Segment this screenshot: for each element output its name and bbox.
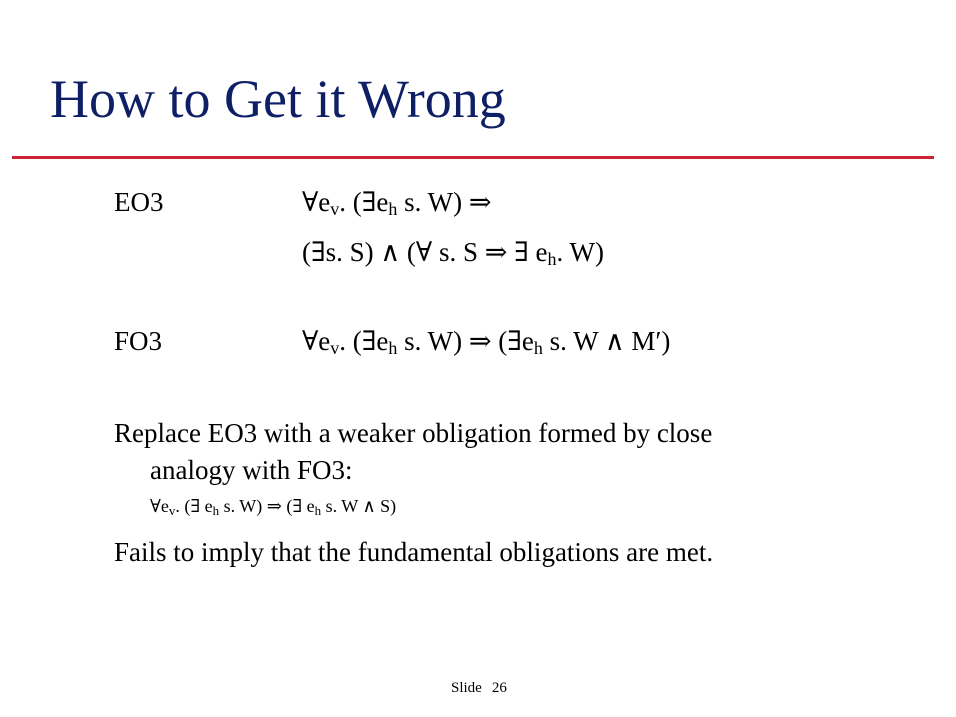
eo3-l1-p2: . (∃e [339,187,389,217]
eo3-l1-s1: v [330,198,340,219]
fo3-p2: . (∃e [339,326,389,356]
small-s2: h [212,502,220,518]
slide-title: How to Get it Wrong [50,69,506,129]
eo3-label: EO3 [114,187,164,217]
fo3-s2: h [388,337,398,358]
fo3-s1: v [330,337,340,358]
fo3-p1: ∀e [302,326,331,356]
small-s3: h [314,502,322,518]
weaker-obligation-formula [150,496,397,518]
eo3-formula-line1 [302,187,492,219]
eo3-l2-p2: . W) [556,237,604,267]
small-p3: s. W) ⇒ (∃ e [219,496,315,516]
small-s1: v [168,502,176,518]
small-p1: ∀e [150,496,169,516]
eo3-formula-line2 [302,237,604,269]
title-divider [12,156,934,159]
fo3-p4: s. W ∧ M′) [542,326,671,356]
eo3-l1-p1: ∀e [302,187,331,217]
para1-line2: analogy with FO3: [150,455,353,485]
eo3-l1-p3: s. W) ⇒ [397,187,492,217]
footer-label: Slide [451,680,482,696]
fo3-p3: s. W) ⇒ (∃e [397,326,534,356]
fo3-label: FO3 [114,326,163,356]
fo3-s3: h [533,337,543,358]
small-p2: . (∃ e [175,496,213,516]
eo3-l2-s1: h [547,248,557,269]
eo3-l1-s2: h [388,198,398,219]
fo3-formula [302,326,671,358]
eo3-l2-p1: (∃s. S) ∧ (∀ s. S ⇒ ∃ e [302,237,548,267]
small-p4: s. W ∧ S) [321,496,397,516]
slide-number: 26 [491,680,507,696]
para2: Fails to imply that the fundamental obligations are met. [114,537,714,567]
para1-line1: Replace EO3 with a weaker obligation formed by close [114,418,713,448]
slide-footer [451,681,507,696]
